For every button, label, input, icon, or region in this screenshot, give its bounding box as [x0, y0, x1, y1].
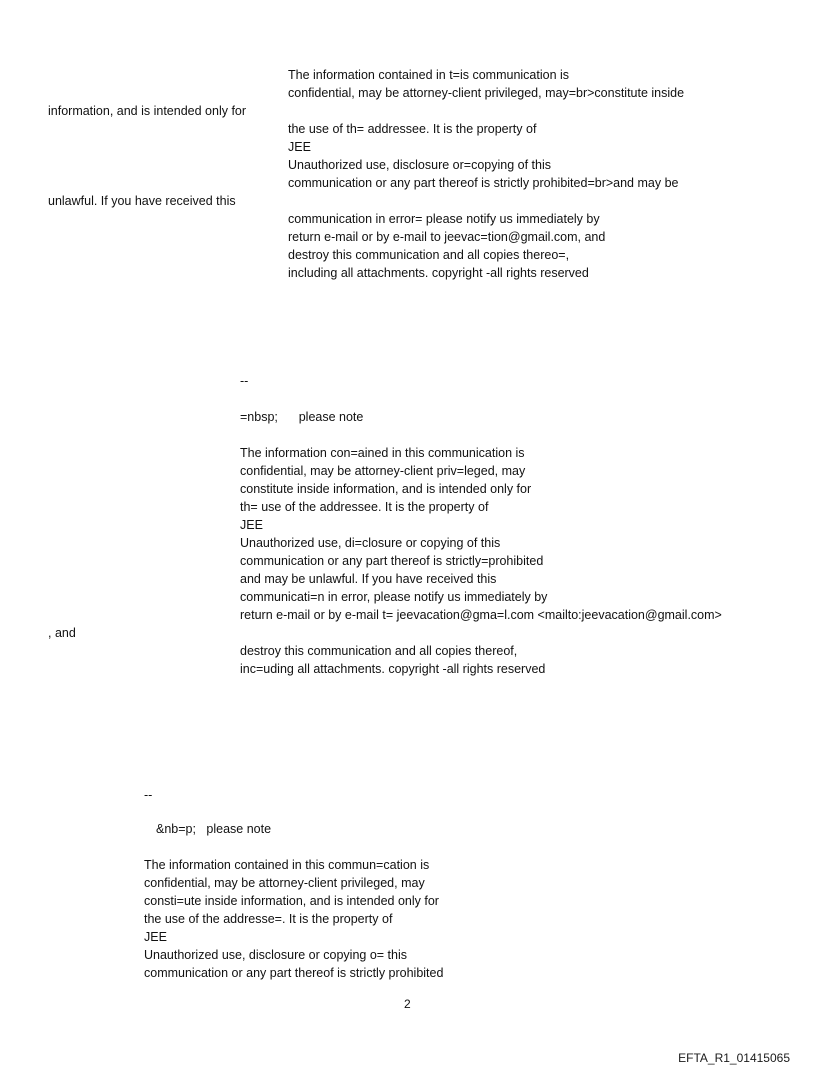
text-line: The information contained in t=is communication is — [288, 68, 570, 82]
text-line: JEE — [288, 140, 311, 154]
document-id-footer: EFTA_R1_01415065 — [678, 1051, 790, 1065]
separator-dashes: -- — [240, 374, 249, 388]
text-line: , and — [48, 626, 76, 640]
text-line: the use of the addresse=. It is the property of — [144, 912, 393, 926]
text-line: The information con=ained in this communication is — [240, 446, 525, 460]
text-line: th= use of the addressee. It is the property of — [240, 500, 489, 514]
text-line: The information contained in this commun=cation is — [144, 858, 430, 872]
text-line: confidential, may be attorney-client privileged, may=br>constitute inside — [288, 86, 685, 100]
text-line: JEE — [144, 930, 167, 944]
text-line: including all attachments. copyright -all rights reserved — [288, 266, 589, 280]
text-line: confidential, may be attorney-client privileged, may — [144, 876, 425, 890]
text-line: the use of th= addressee. It is the property of — [288, 122, 537, 136]
text-line: =nbsp; please note — [240, 410, 364, 424]
text-line-email-link: return e-mail or by e-mail t= jeevacation@gma=l.com <mailto:jeevacation@gmail.com> — [240, 608, 722, 622]
text-line: destroy this communication and all copies thereo=, — [288, 248, 570, 262]
text-line: communicati=n in error, please notify us immediately by — [240, 590, 548, 604]
text-line: JEE — [240, 518, 263, 532]
separator-dashes: -- — [144, 788, 153, 802]
text-line: and may be unlawful. If you have received this — [240, 572, 497, 586]
text-line: Unauthorized use, di=closure or copying of this — [240, 536, 501, 550]
text-line: &nb=p; please note — [156, 822, 272, 836]
text-line: communication or any part thereof is strictly prohibited=br>and may be — [288, 176, 679, 190]
text-line: information, and is intended only for — [48, 104, 247, 118]
text-line: consti=ute inside information, and is intended only for — [144, 894, 439, 908]
text-line: Unauthorized use, disclosure or copying o= this — [144, 948, 407, 962]
text-line: inc=uding all attachments. copyright -all rights reserved — [240, 662, 546, 676]
text-line: communication in error= please notify us immediately by — [288, 212, 600, 226]
page-number: 2 — [404, 997, 411, 1011]
text-line: Unauthorized use, disclosure or=copying of this — [288, 158, 551, 172]
text-line: communication or any part thereof is strictly=prohibited — [240, 554, 544, 568]
text-line: communication or any part thereof is strictly prohibited — [144, 966, 444, 980]
text-line: return e-mail or by e-mail to jeevac=tion@gmail.com, and — [288, 230, 606, 244]
text-line: constitute inside information, and is intended only for — [240, 482, 532, 496]
text-line: destroy this communication and all copies thereof, — [240, 644, 518, 658]
text-line: confidential, may be attorney-client priv=leged, may — [240, 464, 526, 478]
text-line: unlawful. If you have received this — [48, 194, 236, 208]
